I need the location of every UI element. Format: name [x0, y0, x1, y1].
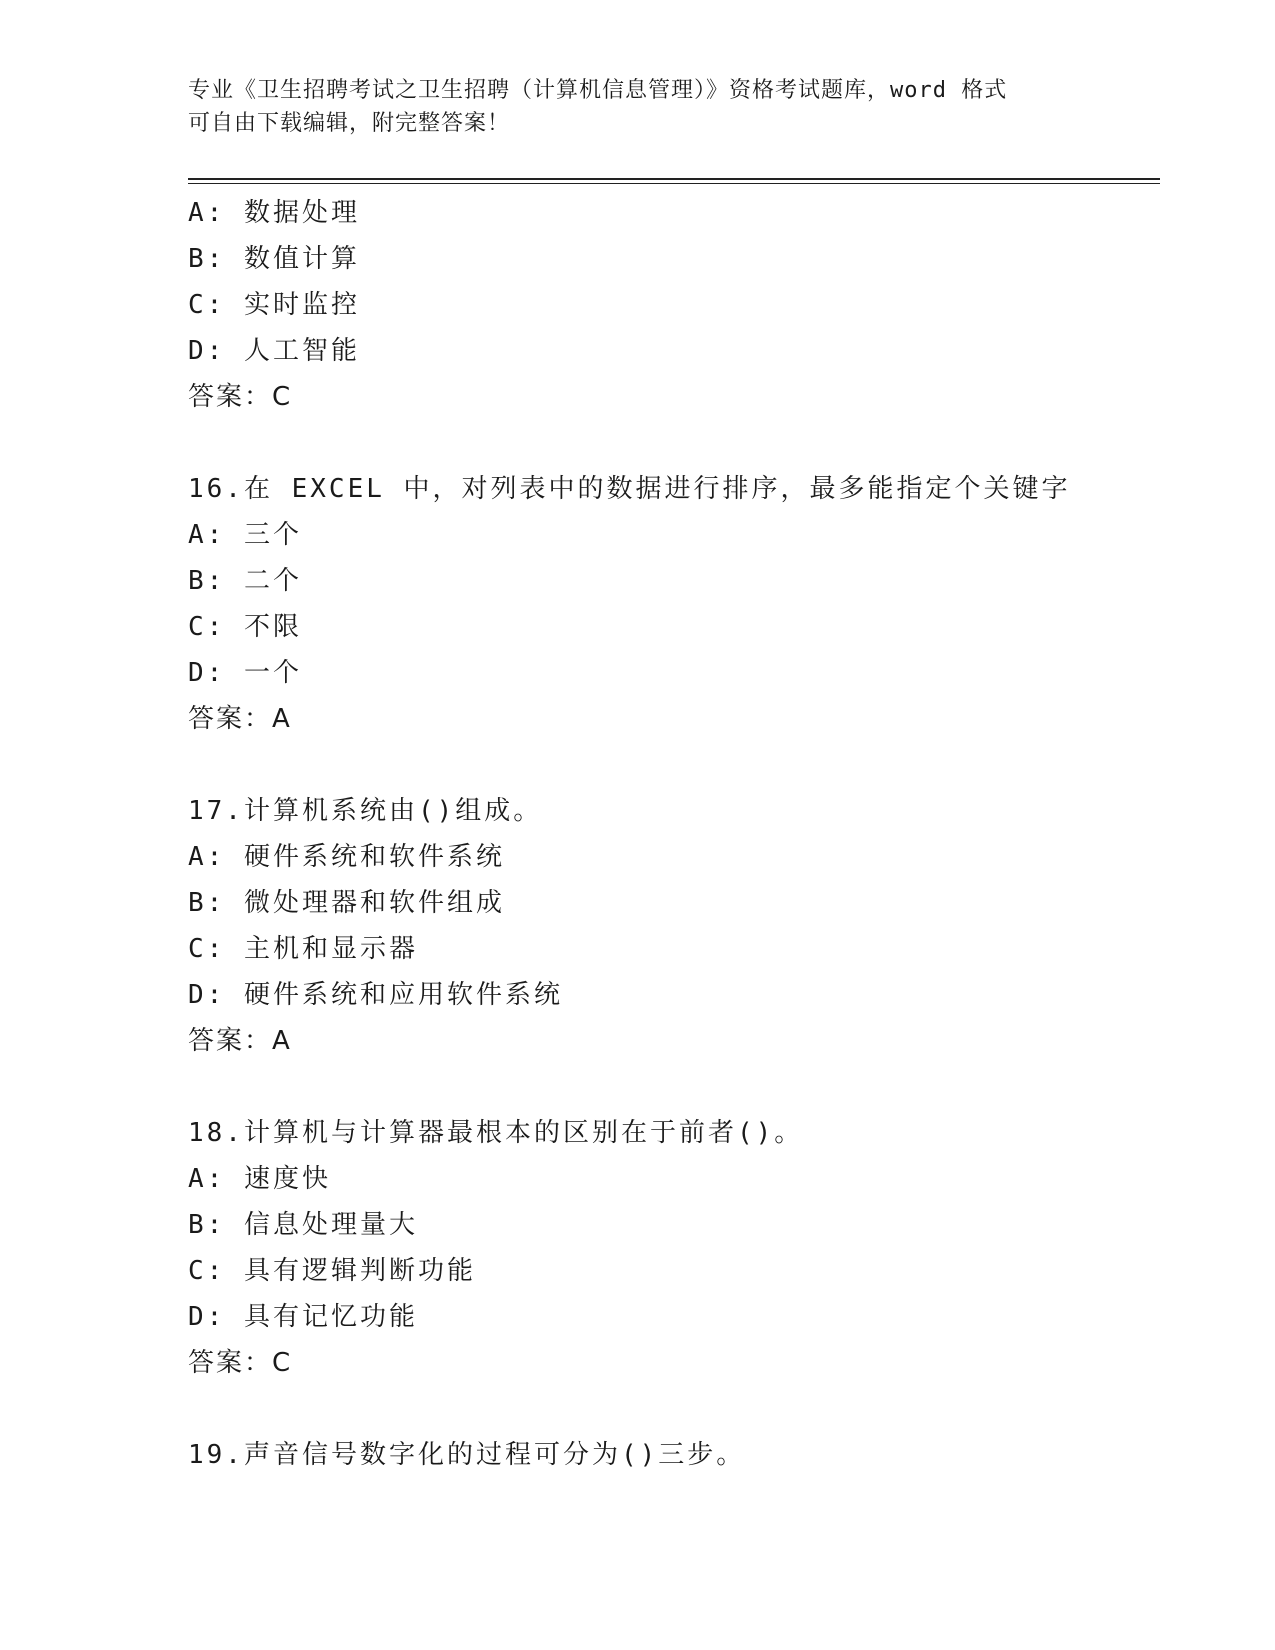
option-a: A: 三个: [188, 520, 302, 550]
option-d: D: 人工智能: [188, 336, 360, 366]
answer: 答案：A: [188, 1026, 292, 1056]
header-line-1: 专业《卫生招聘考试之卫生招聘（计算机信息管理）》资格考试题库，word 格式: [188, 78, 1008, 103]
question-block-16: [188, 466, 1148, 742]
option-a: A: 数据处理: [188, 198, 360, 228]
question-list: [188, 190, 1148, 1478]
question-block-15: [188, 190, 1148, 420]
question-text: 16.在 EXCEL 中，对列表中的数据进行排序，最多能指定个关键字: [188, 474, 1071, 504]
option-b: B: 信息处理量大: [188, 1210, 418, 1240]
header-rule-thin: [188, 183, 1160, 184]
option-a: A: 硬件系统和软件系统: [188, 842, 505, 872]
header-rule-thick: [188, 178, 1160, 180]
option-a: A: 速度快: [188, 1164, 331, 1194]
document-header: [188, 74, 1088, 140]
option-c: C: 主机和显示器: [188, 934, 418, 964]
question-text: 19.声音信号数字化的过程可分为()三步。: [188, 1440, 746, 1470]
option-c: C: 具有逻辑判断功能: [188, 1256, 476, 1286]
option-b: B: 二个: [188, 566, 302, 596]
header-line-2: 可自由下载编辑，附完整答案！: [188, 111, 511, 136]
question-block-19: [188, 1432, 1148, 1478]
option-c: C: 实时监控: [188, 290, 360, 320]
question-text: 17.计算机系统由()组成。: [188, 796, 543, 826]
question-block-17: [188, 788, 1148, 1064]
option-d: D: 一个: [188, 658, 302, 688]
question-text: 18.计算机与计算器最根本的区别在于前者()。: [188, 1118, 804, 1148]
answer: 答案：A: [188, 704, 292, 734]
option-d: D: 具有记忆功能: [188, 1302, 418, 1332]
question-block-18: [188, 1110, 1148, 1386]
option-d: D: 硬件系统和应用软件系统: [188, 980, 563, 1010]
option-c: C: 不限: [188, 612, 302, 642]
option-b: B: 微处理器和软件组成: [188, 888, 505, 918]
answer: 答案：C: [188, 1348, 293, 1378]
answer: 答案：C: [188, 382, 293, 412]
option-b: B: 数值计算: [188, 244, 360, 274]
